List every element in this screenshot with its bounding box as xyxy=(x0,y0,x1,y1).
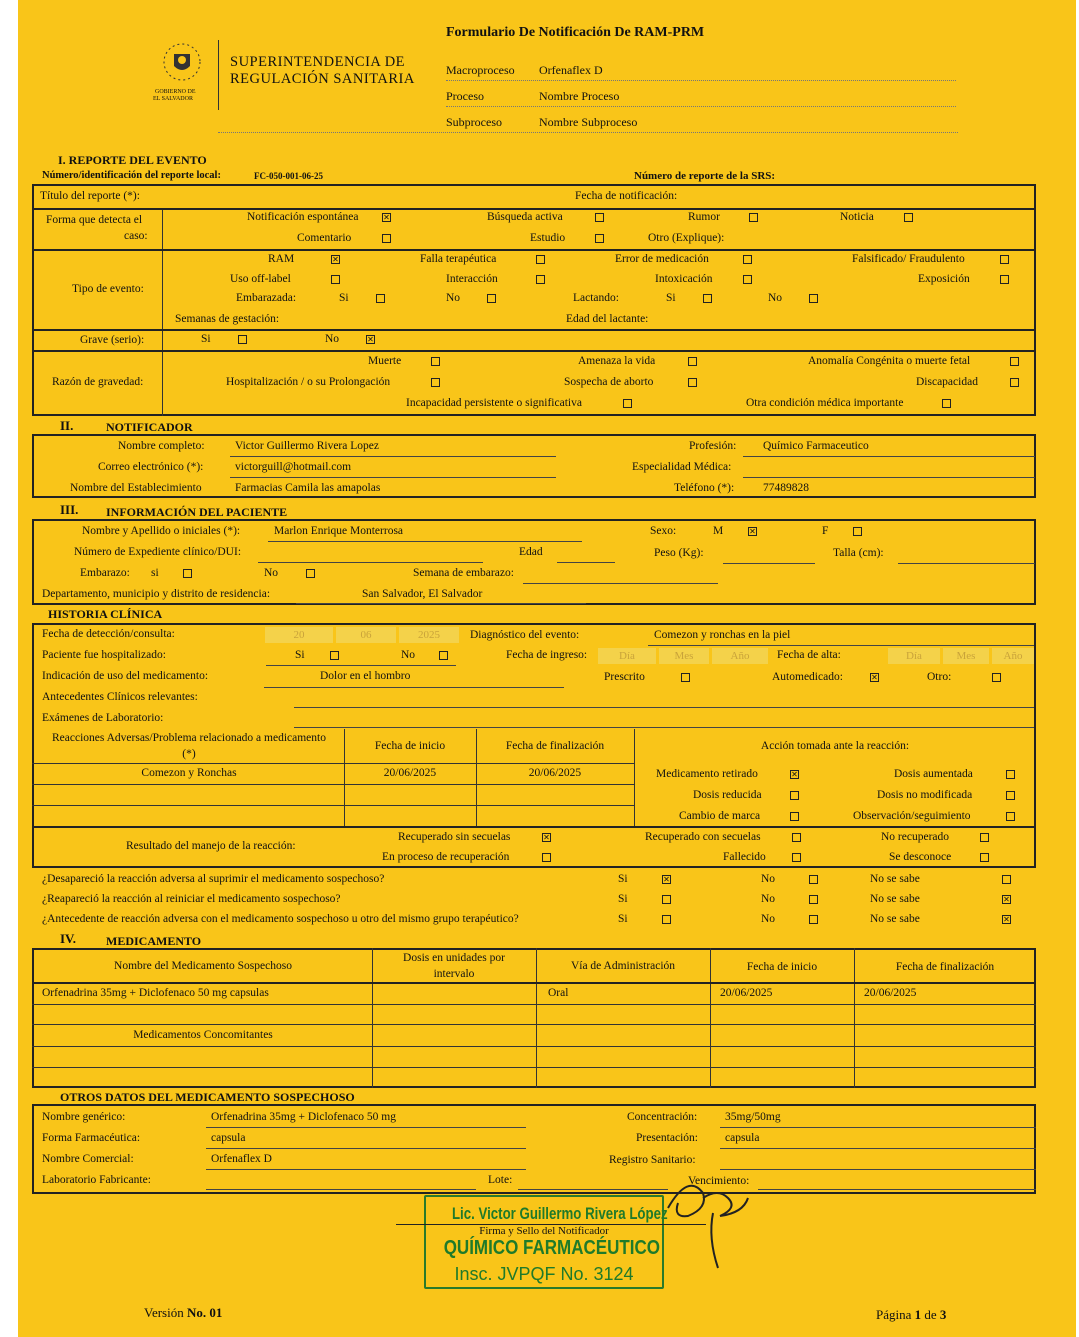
hospitalized-yes-checkbox[interactable] xyxy=(330,651,339,660)
ram-checkbox[interactable] xyxy=(331,255,340,264)
hospitalized-no-label: No xyxy=(401,649,416,661)
lab-exams-label: Exámenes de Laboratorio: xyxy=(42,712,164,724)
weight-label: Peso (Kg): xyxy=(654,547,704,559)
intoxication-checkbox[interactable] xyxy=(743,275,752,284)
discharge-year[interactable]: Año xyxy=(992,648,1034,664)
question-3: ¿Antecedente de reacción adversa con el medicamento sospechoso u otro del mismo grupo terapéutico? xyxy=(42,913,519,925)
not-recovered-label: No recuperado xyxy=(881,831,950,843)
page-of: de xyxy=(921,1307,940,1322)
discharge-day[interactable]: Día xyxy=(888,648,940,664)
dose-increased-checkbox[interactable] xyxy=(1006,770,1015,779)
recovered-sequelae-checkbox[interactable] xyxy=(792,833,801,842)
version-label xyxy=(144,1306,222,1319)
sex-m-checkbox[interactable] xyxy=(748,527,757,536)
serious-label: Grave (serio): xyxy=(80,334,145,346)
dose-increased-label: Dosis aumentada xyxy=(894,768,973,780)
establishment-value[interactable]: Farmacias Camila las amapolas xyxy=(235,482,381,494)
section-3-title: INFORMACIÓN DEL PACIENTE xyxy=(106,505,288,519)
detection-date-label: Fecha de detección/consulta: xyxy=(42,628,175,640)
hospitalized-yes-label: Si xyxy=(295,649,305,661)
recovering-label: En proceso de recuperación xyxy=(382,851,510,863)
phone-value[interactable]: 77489828 xyxy=(763,482,809,494)
falsified-label: Falsificado/ Fraudulento xyxy=(852,253,965,265)
section-1-title: I. REPORTE DEL EVENTO xyxy=(58,153,207,167)
q1-unknown-label: No se sabe xyxy=(870,873,920,885)
hospitalized-no-checkbox[interactable] xyxy=(439,651,448,660)
recovered-sequelae-label: Recuperado con secuelas xyxy=(645,831,761,843)
infant-age-label: Edad del lactante: xyxy=(566,313,649,325)
report-id-value[interactable]: FC-050-001-06-25 xyxy=(254,171,323,181)
reaction-value[interactable]: Comezon y Ronchas xyxy=(141,767,237,779)
medical-specialty-label: Especialidad Médica: xyxy=(632,461,732,473)
brand-name-value[interactable]: Orfenaflex D xyxy=(211,1153,272,1165)
medication-error-label: Error de medicación xyxy=(615,253,709,265)
sanitary-registry-label: Registro Sanitario: xyxy=(609,1154,696,1166)
news-label: Noticia xyxy=(840,211,874,223)
med-start-header: Fecha de inicio xyxy=(746,961,818,973)
dose-unmodified-label: Dosis no modificada xyxy=(877,789,973,801)
version-value: No. 01 xyxy=(186,1305,223,1320)
exposure-checkbox[interactable] xyxy=(1000,275,1009,284)
notifier-name-value[interactable]: Victor Guillermo Rivera Lopez xyxy=(235,440,379,452)
pregnancy-yes-checkbox[interactable] xyxy=(183,569,192,578)
detection-date-year[interactable]: 2025 xyxy=(399,627,459,643)
macroproceso-value: Orfenaflex D xyxy=(539,63,603,77)
generic-name-value[interactable]: Orfenadrina 35mg + Diclofenaco 50 mg xyxy=(211,1111,396,1123)
comment-checkbox[interactable] xyxy=(382,234,391,243)
q3-unknown-label: No se sabe xyxy=(870,913,920,925)
gov-emblem-icon xyxy=(156,38,208,88)
hospitalization-label: Hospitalización / o su Prolongación xyxy=(226,376,391,388)
other-use-label: Otro: xyxy=(927,671,952,683)
header-divider xyxy=(218,40,219,110)
lot-label: Lote: xyxy=(488,1174,513,1186)
generic-name-label: Nombre genérico: xyxy=(42,1111,126,1123)
event-type-label: Tipo de evento: xyxy=(72,283,144,295)
rumor-checkbox[interactable] xyxy=(749,213,758,222)
indication-label: Indicación de uso del medicamento: xyxy=(42,670,209,682)
q1-unknown-checkbox[interactable] xyxy=(1002,875,1011,884)
serious-no-label: No xyxy=(325,333,340,345)
med-withdrawn-checkbox[interactable] xyxy=(790,770,799,779)
org-line-2: REGULACIÓN SANITARIA xyxy=(230,71,415,87)
admission-day[interactable]: Día xyxy=(598,648,656,664)
med-end-header: Fecha de finalización xyxy=(895,961,995,973)
suspect-med-route[interactable]: Oral xyxy=(548,987,569,999)
active-search-checkbox[interactable] xyxy=(595,213,604,222)
prescribed-label: Prescrito xyxy=(604,671,645,683)
report-title-label: Título del reporte (*): xyxy=(40,190,140,202)
notification-date-label: Fecha de notificación: xyxy=(575,190,678,202)
deceased-checkbox[interactable] xyxy=(792,853,801,862)
q2-unknown-label: No se sabe xyxy=(870,893,920,905)
email-label: Correo electrónico (*): xyxy=(98,461,204,473)
observation-checkbox[interactable] xyxy=(1006,812,1015,821)
report-id-label: Número/identificación del reporte local: xyxy=(42,170,221,181)
dose-unmodified-checkbox[interactable] xyxy=(1006,791,1015,800)
concomitant-header: Medicamentos Concomitantes xyxy=(133,1029,273,1041)
q2-no-label: No xyxy=(761,893,776,905)
pregnant-yes-label: Si xyxy=(339,292,349,304)
other-explain-label: Otro (Explique): xyxy=(648,232,725,244)
serious-yes-checkbox[interactable] xyxy=(238,335,247,344)
other-data-box xyxy=(32,1104,1036,1194)
gov-line-1: GOBIERNO DE xyxy=(155,89,196,95)
intoxication-label: Intoxicación xyxy=(655,273,713,285)
reaction-end-header: Fecha de finalización xyxy=(505,740,605,752)
sex-f-label: F xyxy=(822,525,829,537)
question-2: ¿Reapareció la reacción al reiniciar el medicamento sospechoso? xyxy=(42,893,341,905)
self-medicated-label: Automedicado: xyxy=(772,671,843,683)
proceso-label: Proceso xyxy=(446,89,484,103)
sex-label: Sexo: xyxy=(650,525,677,537)
reaction-start-header: Fecha de inicio xyxy=(374,740,446,752)
detection-form-label-2: caso: xyxy=(124,230,148,242)
macroproceso-label: Macroproceso xyxy=(446,63,515,77)
action-taken-header: Acción tomada ante la reacción: xyxy=(760,740,910,752)
pharma-form-label: Forma Farmacéutica: xyxy=(42,1132,141,1144)
clinical-history-title: HISTORIA CLÍNICA xyxy=(48,607,163,621)
section-3-number: III. xyxy=(60,502,79,517)
hospitalization-checkbox[interactable] xyxy=(431,378,440,387)
page-current: 1 xyxy=(914,1307,922,1322)
admission-date-label: Fecha de ingreso: xyxy=(506,649,588,661)
brand-name-label: Nombre Comercial: xyxy=(42,1153,134,1165)
detection-form-label-1: Forma que detecta el xyxy=(46,214,143,226)
q2-unknown-checkbox[interactable] xyxy=(1002,895,1011,904)
q3-no-label: No xyxy=(761,913,776,925)
death-label: Muerte xyxy=(368,355,402,367)
active-search-label: Búsqueda activa xyxy=(487,211,563,223)
dose-header-line2: intervalo xyxy=(433,968,475,980)
indication-value[interactable]: Dolor en el hombro xyxy=(320,670,411,682)
phone-label: Teléfono (*): xyxy=(674,482,735,494)
spontaneous-notification-label: Notificación espontánea xyxy=(247,211,359,223)
q1-yes-checkbox[interactable] xyxy=(662,875,671,884)
self-medicated-checkbox[interactable] xyxy=(870,673,879,682)
section-2-title: NOTIFICADOR xyxy=(106,420,193,434)
pregnancy-no-checkbox[interactable] xyxy=(306,569,315,578)
reactions-header-line2: (*) xyxy=(182,748,196,760)
q3-yes-checkbox[interactable] xyxy=(662,915,671,924)
abortion-suspicion-checkbox[interactable] xyxy=(688,378,697,387)
news-checkbox[interactable] xyxy=(904,213,913,222)
dose-header-line1: Dosis en unidades por xyxy=(403,952,505,964)
congenital-anomaly-label: Anomalía Congénita o muerte fetal xyxy=(808,355,971,367)
lactating-no-label: No xyxy=(768,292,783,304)
brand-change-checkbox[interactable] xyxy=(790,812,799,821)
interaction-label: Interacción xyxy=(446,273,498,285)
pregnant-no-checkbox[interactable] xyxy=(487,294,496,303)
brand-change-label: Cambio de marca xyxy=(679,810,761,822)
presentation-value[interactable]: capsula xyxy=(725,1132,760,1144)
reaction-end-value[interactable]: 20/06/2025 xyxy=(528,767,582,779)
q2-yes-label: Si xyxy=(618,893,628,905)
persistent-incapacity-label: Incapacidad persistente o significativa xyxy=(406,397,582,409)
recovering-checkbox[interactable] xyxy=(542,853,551,862)
life-threat-checkbox[interactable] xyxy=(688,357,697,366)
version-prefix: Versión xyxy=(144,1305,187,1320)
diagnosis-value[interactable]: Comezon y ronchas en la piel xyxy=(654,629,791,641)
congenital-anomaly-checkbox[interactable] xyxy=(1010,357,1019,366)
form-title: Formulario De Notificación De RAM-PRM xyxy=(446,25,705,40)
med-name-header: Nombre del Medicamento Sospechoso xyxy=(114,960,292,972)
subproceso-value: Nombre Subproceso xyxy=(539,115,638,129)
page-number xyxy=(876,1308,946,1321)
concentration-label: Concentración: xyxy=(627,1111,698,1123)
patient-name-label: Nombre y Apellido o iniciales (*): xyxy=(82,525,241,537)
section-4-title: MEDICAMENTO xyxy=(106,934,202,948)
profession-value[interactable]: Químico Farmaceutico xyxy=(763,440,869,452)
suspect-med-name[interactable]: Orfenadrina 35mg + Diclofenaco 50 mg capsulas xyxy=(42,987,269,999)
stamp-line-2: QUÍMICO FARMACÉUTICO xyxy=(443,1237,660,1259)
lactating-no-checkbox[interactable] xyxy=(809,294,818,303)
suspect-med-start[interactable]: 20/06/2025 xyxy=(720,987,773,999)
discharge-date-label: Fecha de alta: xyxy=(777,649,841,661)
q3-no-checkbox[interactable] xyxy=(809,915,818,924)
recovered-no-sequelae-label: Recuperado sin secuelas xyxy=(398,831,511,843)
hospitalized-label: Paciente fue hospitalizado: xyxy=(42,649,166,661)
q3-yes-label: Si xyxy=(618,913,628,925)
med-withdrawn-label: Medicamento retirado xyxy=(656,768,758,780)
concentration-value[interactable]: 35mg/50mg xyxy=(725,1111,781,1123)
proceso-value: Nombre Proceso xyxy=(539,89,620,103)
dose-reduced-checkbox[interactable] xyxy=(790,791,799,800)
pregnancy-label: Embarazo: xyxy=(80,567,130,579)
therapeutic-failure-label: Falla terapéutica xyxy=(420,253,497,265)
sex-f-checkbox[interactable] xyxy=(853,527,862,536)
sex-m-label: M xyxy=(713,525,724,537)
q2-no-checkbox[interactable] xyxy=(809,895,818,904)
q2-yes-checkbox[interactable] xyxy=(662,895,671,904)
route-header: Vía de Administración xyxy=(570,960,676,972)
unknown-outcome-label: Se desconoce xyxy=(889,851,952,863)
other-condition-checkbox[interactable] xyxy=(942,399,951,408)
pregnancy-no-label: No xyxy=(264,567,279,579)
exposure-label: Exposición xyxy=(918,273,970,285)
q3-unknown-checkbox[interactable] xyxy=(1002,915,1011,924)
study-checkbox[interactable] xyxy=(595,234,604,243)
pregnancy-week-label: Semana de embarazo: xyxy=(413,567,514,579)
residence-label: Departamento, municipio y distrito de residencia: xyxy=(42,588,271,600)
unknown-outcome-checkbox[interactable] xyxy=(980,853,989,862)
other-use-checkbox[interactable] xyxy=(992,673,1001,682)
form-sheet xyxy=(18,0,1076,1337)
stamp-line-1: Lic. Victor Guillermo Rivera López xyxy=(451,1204,668,1223)
handwritten-signature-icon xyxy=(658,1168,758,1278)
interaction-checkbox[interactable] xyxy=(536,275,545,284)
prescribed-checkbox[interactable] xyxy=(681,673,690,682)
offlabel-checkbox[interactable] xyxy=(331,275,340,284)
diagnosis-label: Diagnóstico del evento: xyxy=(470,629,580,641)
pregnant-no-label: No xyxy=(446,292,461,304)
admission-year[interactable]: Año xyxy=(712,648,768,664)
pharma-form-value[interactable]: capsula xyxy=(211,1132,246,1144)
disability-checkbox[interactable] xyxy=(1010,378,1019,387)
suspect-med-end[interactable]: 20/06/2025 xyxy=(864,987,917,999)
recovered-no-sequelae-checkbox[interactable] xyxy=(542,833,551,842)
reactions-header-line1: Reacciones Adversas/Problema relacionado a medicamento xyxy=(52,732,326,744)
q1-no-label: No xyxy=(761,873,776,885)
disability-label: Discapacidad xyxy=(916,376,978,388)
offlabel-label: Uso off-label xyxy=(230,273,291,285)
other-data-title: OTROS DATOS DEL MEDICAMENTO SOSPECHOSO xyxy=(60,1090,355,1104)
comment-label: Comentario xyxy=(297,232,352,244)
org-line-1: SUPERINTENDENCIA DE xyxy=(230,54,406,70)
subproceso-label: Subproceso xyxy=(446,115,502,129)
pregnant-label: Embarazada: xyxy=(236,292,297,304)
patient-name-value[interactable]: Marlon Enrique Monterrosa xyxy=(274,525,404,537)
life-threat-label: Amenaza la vida xyxy=(578,355,656,367)
admission-month[interactable]: Mes xyxy=(659,648,709,664)
serious-no-checkbox[interactable] xyxy=(366,335,375,344)
pregnancy-yes-label: si xyxy=(151,567,159,579)
study-label: Estudio xyxy=(530,232,566,244)
medication-error-checkbox[interactable] xyxy=(743,255,752,264)
gov-line-2: EL SALVADOR xyxy=(153,96,193,102)
section-2-number: II. xyxy=(60,418,74,433)
falsified-checkbox[interactable] xyxy=(1000,255,1009,264)
age-label: Edad xyxy=(519,546,543,558)
persistent-incapacity-checkbox[interactable] xyxy=(623,399,632,408)
outcome-label: Resultado del manejo de la reacción: xyxy=(126,840,296,852)
presentation-label: Presentación: xyxy=(636,1132,698,1144)
signature-label: Firma y Sello del Notificador xyxy=(479,1225,609,1237)
section-4-number: IV. xyxy=(60,931,77,946)
residence-value[interactable]: San Salvador, El Salvador xyxy=(362,588,483,600)
lactating-yes-checkbox[interactable] xyxy=(703,294,712,303)
clinical-history-relevant-label: Antecedentes Clínicos relevantes: xyxy=(42,691,198,703)
page-total: 3 xyxy=(939,1307,947,1322)
other-condition-label: Otra condición médica importante xyxy=(746,397,904,409)
serious-yes-label: Si xyxy=(201,333,211,345)
observation-label: Observación/seguimiento xyxy=(853,810,971,822)
abortion-suspicion-label: Sospecha de aborto xyxy=(564,376,654,388)
therapeutic-failure-checkbox[interactable] xyxy=(536,255,545,264)
rumor-label: Rumor xyxy=(688,211,720,223)
establishment-label: Nombre del Establecimiento xyxy=(70,482,202,494)
gestation-weeks-label: Semanas de gestación: xyxy=(175,313,280,325)
height-label: Talla (cm): xyxy=(833,547,884,559)
severity-reason-label: Razón de gravedad: xyxy=(52,376,144,388)
record-number-label: Número de Expediente clínico/DUI: xyxy=(74,546,242,558)
lactating-yes-label: Si xyxy=(666,292,676,304)
page-prefix: Página xyxy=(876,1307,915,1322)
dose-reduced-label: Dosis reducida xyxy=(693,789,762,801)
ram-label: RAM xyxy=(268,253,295,265)
stamp-line-3: Insc. JVPQF No. 3124 xyxy=(454,1264,634,1284)
spontaneous-notification-checkbox[interactable] xyxy=(382,213,391,222)
notifier-name-label: Nombre completo: xyxy=(118,440,205,452)
srs-number-label: Número de reporte de la SRS: xyxy=(634,170,776,182)
profession-label: Profesión: xyxy=(689,440,737,452)
question-1: ¿Desapareció la reacción adversa al suprimir el medicamento sospechoso? xyxy=(42,873,385,885)
expiry-label: Vencimiento: xyxy=(688,1175,750,1187)
lactating-label: Lactando: xyxy=(573,292,619,304)
detection-date-day[interactable]: 20 xyxy=(265,627,333,643)
not-recovered-checkbox[interactable] xyxy=(980,833,989,842)
email-value[interactable]: victorguill@hotmail.com xyxy=(235,461,352,473)
detection-date-month[interactable]: 06 xyxy=(336,627,396,643)
q1-no-checkbox[interactable] xyxy=(809,875,818,884)
manufacturer-label: Laboratorio Fabricante: xyxy=(42,1174,151,1186)
death-checkbox[interactable] xyxy=(431,357,440,366)
reaction-start-value[interactable]: 20/06/2025 xyxy=(383,767,437,779)
deceased-label: Fallecido xyxy=(723,851,766,863)
q1-yes-label: Si xyxy=(618,873,628,885)
discharge-month[interactable]: Mes xyxy=(943,648,989,664)
pregnant-yes-checkbox[interactable] xyxy=(376,294,385,303)
